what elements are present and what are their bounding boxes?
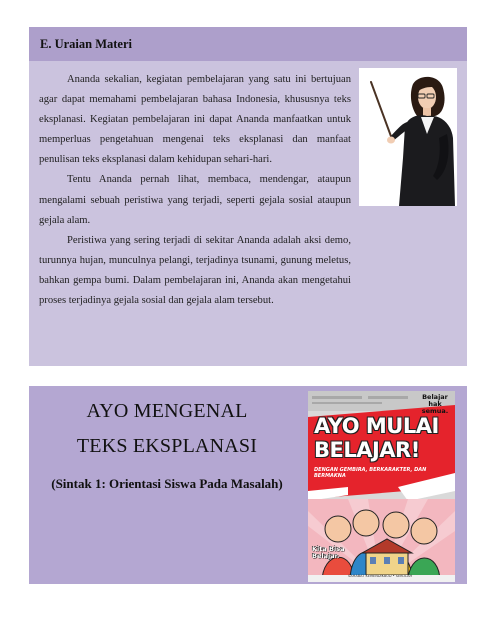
ayo-mulai-belajar-poster xyxy=(308,391,455,582)
uraian-materi-panel xyxy=(29,27,467,366)
teacher-image xyxy=(359,68,457,206)
paragraph-3: Peristiwa yang sering terjadi di sekitar Ananda adalah aksi demo, turunnya hujan, munculnya pelangi, terjadinya tsunami, gunung meletus, bahkan gempa bumi. Dalam pembelajaran ini, Ananda akan mengetahui proses terjadinya gejala sosial dan gejala alam tersebut. xyxy=(39,234,351,307)
poster-bottom-text: Kita Bisa Belajar. xyxy=(312,545,345,560)
paragraph-2: Tentu Ananda pernah lihat, membaca, mendengar, ataupun mengalami sebuah peristiwa yang terjadi, seperti gejala sosial ataupun gejala alam. xyxy=(39,174,351,226)
poster-corner-text: Belajar hak semua. xyxy=(421,393,449,415)
title-line-1: AYO MENGENAL xyxy=(86,400,248,422)
title-line-2: TEKS EKSPLANASI xyxy=(76,435,258,457)
section-header xyxy=(29,27,467,61)
paragraph-1: Ananda sekalian, kegiatan pembelajaran yang satu ini bertujuan agar dapat memahami pembelajaran bahasa Indonesia, khususnya teks eksplanasi. Kegiatan pembelajaran ini dapat Ananda manfaatkan untuk memperluas pengetahuan mengenai teks eksplanasi dan manfaat penulisan teks eksplanasi dalam kehidupan sehari-hari. xyxy=(39,74,351,166)
title-panel xyxy=(29,386,467,584)
material-text xyxy=(39,70,351,311)
poster-footer-text: SAHABAT KEMENDIKBUD • SEKOLAH xyxy=(348,574,413,578)
section-heading: E. Uraian Materi xyxy=(40,37,132,51)
teacher-pointing-icon xyxy=(359,68,457,206)
poster-tagline: DENGAN GEMBIRA, BERKARAKTER, DAN BERMAKNA xyxy=(314,467,427,479)
poster-headline-1: AYO MULAI xyxy=(314,414,439,438)
title-subtitle: (Sintak 1: Orientasi Siswa Pada Masalah) xyxy=(51,476,283,491)
poster-headline-2: BELAJAR! xyxy=(314,438,420,462)
